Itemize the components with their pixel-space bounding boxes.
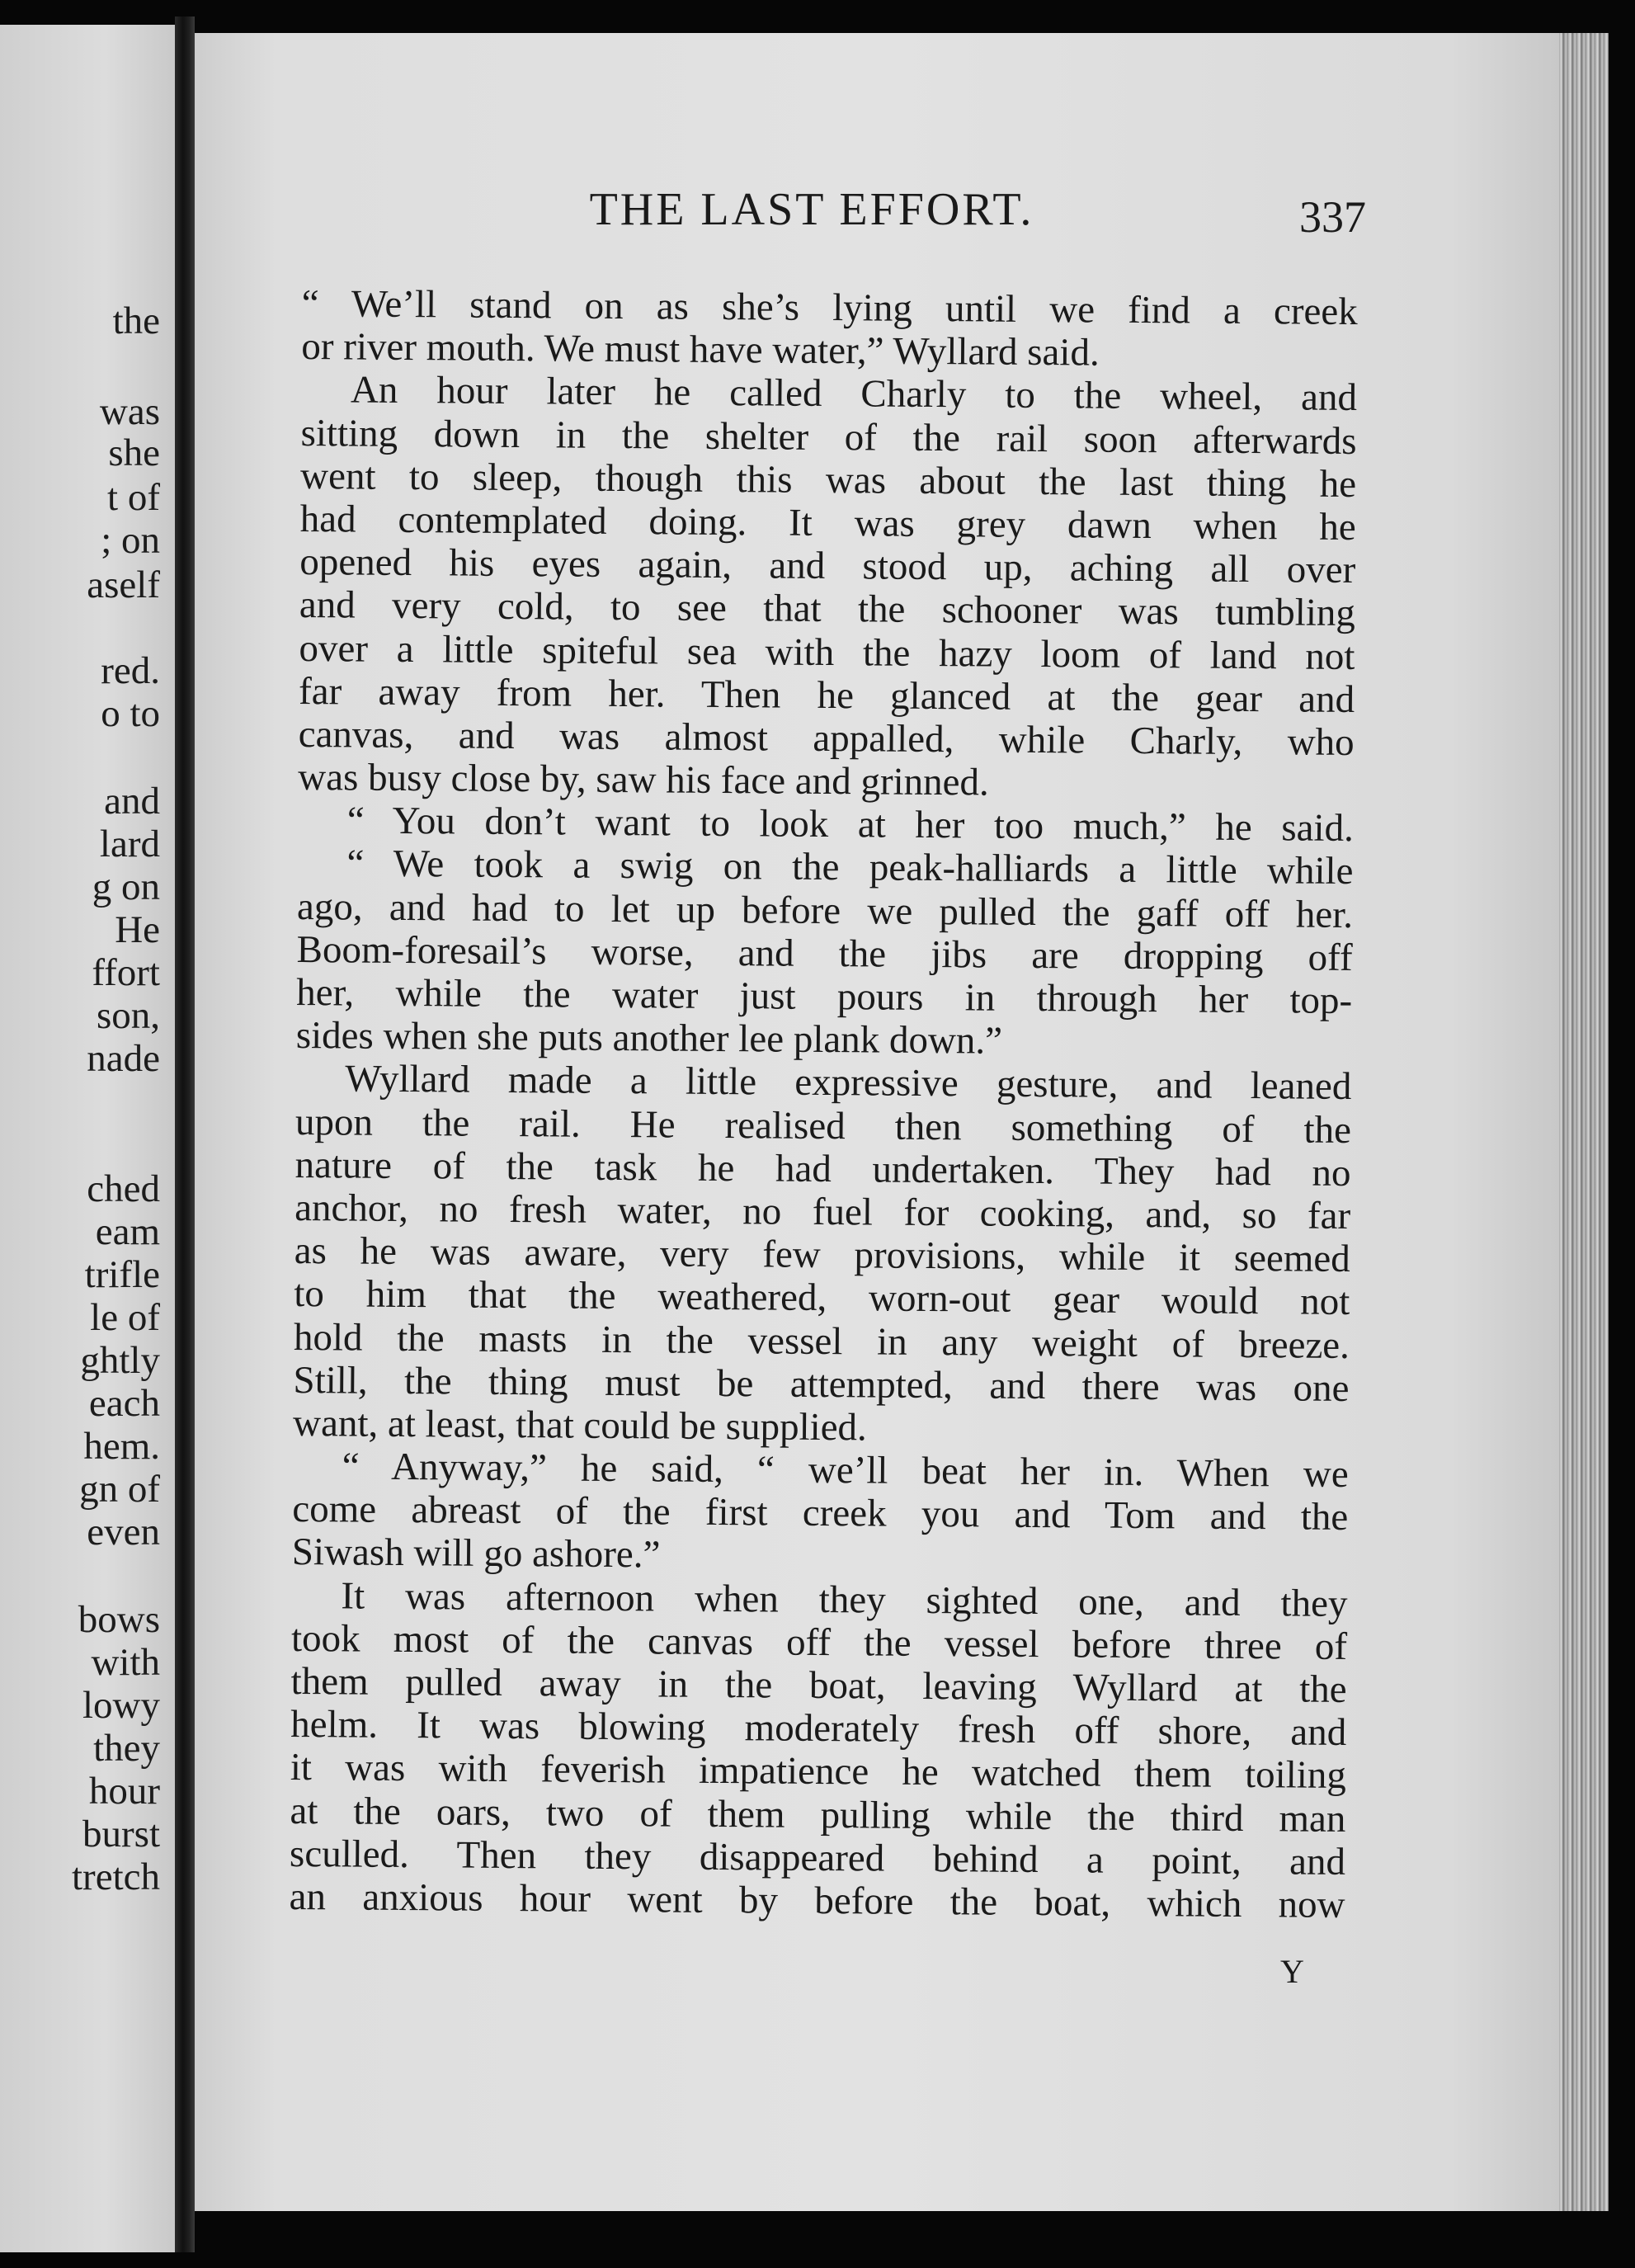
text-line: “ You don’t want to look at her too much,” he said. bbox=[346, 799, 1355, 851]
text-line: It was afternoon when they sighted one, and they bbox=[341, 1574, 1348, 1625]
text-line: Still, the thing must be attempted, and there was one bbox=[293, 1358, 1350, 1410]
facing-page-fragment: hem. bbox=[83, 1425, 160, 1468]
text-line: come abreast of the first creek you and Tom and the bbox=[292, 1488, 1349, 1540]
book-gutter bbox=[175, 17, 195, 2252]
text-line: to him that the weathered, worn-out gear would not bbox=[294, 1272, 1350, 1324]
facing-page-fragment: nade bbox=[87, 1037, 160, 1080]
facing-page-fragment: with bbox=[91, 1641, 160, 1684]
facing-page bbox=[0, 25, 175, 2252]
facing-page-fragment: trifle bbox=[84, 1253, 160, 1296]
facing-page-fragment: ched bbox=[87, 1167, 160, 1210]
facing-page-fragment: tretch bbox=[72, 1855, 160, 1898]
facing-page-fragment: o to bbox=[101, 692, 160, 735]
text-line: hold the masts in the vessel in any weight of breeze. bbox=[293, 1315, 1350, 1367]
facing-page-fragment: they bbox=[93, 1727, 160, 1770]
text-line: had contemplated doing. It was grey dawn when he bbox=[299, 497, 1356, 549]
text-line: An hour later he called Charly to the wheel, and bbox=[350, 368, 1358, 420]
text-line: opened his eyes again, and stood up, aching all over bbox=[299, 540, 1356, 592]
facing-page-fragment: the bbox=[112, 299, 160, 342]
facing-page-fragment: was bbox=[99, 390, 160, 433]
text-line: went to sleep, though this was about the last thing he bbox=[299, 454, 1357, 506]
facing-page-fragment: bows bbox=[78, 1598, 160, 1641]
text-line: over a little spiteful sea with the hazy loom of land not bbox=[299, 626, 1355, 678]
facing-page-fragment: even bbox=[87, 1511, 160, 1554]
text-line: Wyllard made a little expressive gesture, and leaned bbox=[345, 1057, 1352, 1109]
text-line: was busy close by, saw his face and grinned. bbox=[298, 756, 989, 804]
text-line: ago, and had to let up before we pulled the gaff off her. bbox=[296, 884, 1354, 936]
text-line: “ We took a swig on the peak-halliards a little while bbox=[346, 842, 1354, 894]
facing-page-fragment: red. bbox=[101, 649, 160, 692]
body-text bbox=[289, 282, 1358, 1926]
facing-page-fragment: hour bbox=[88, 1770, 160, 1813]
text-line: helm. It was blowing moderately fresh off shore, and bbox=[290, 1703, 1347, 1755]
text-line: want, at least, that could be supplied. bbox=[292, 1401, 868, 1450]
facing-page-fragment: eam bbox=[95, 1210, 160, 1253]
facing-page-fragment: lowy bbox=[82, 1684, 160, 1727]
text-line: took most of the canvas off the vessel before three of bbox=[290, 1616, 1348, 1668]
text-line: Siwash will go ashore.” bbox=[291, 1530, 661, 1577]
signature-mark: Y bbox=[1280, 1953, 1304, 1990]
facing-page-fragment: burst bbox=[82, 1813, 160, 1855]
text-line: upon the rail. He realised then something of the bbox=[294, 1100, 1352, 1152]
facing-page-fragment: g on bbox=[92, 865, 160, 908]
text-line: “ Anyway,” he said, “ we’ll beat her in. When we bbox=[342, 1445, 1349, 1497]
facing-page-fragment: lard bbox=[99, 823, 160, 865]
facing-page-fragment: le of bbox=[90, 1296, 160, 1339]
facing-page-fragment: she bbox=[108, 431, 160, 474]
facing-page-fragment: ffort bbox=[92, 951, 160, 994]
facing-page-fragment: ghtly bbox=[80, 1339, 160, 1382]
text-line: it was with feverish impatience he watched them toiling bbox=[290, 1746, 1347, 1798]
page-number: 337 bbox=[1299, 192, 1366, 242]
text-line: canvas, and was almost appalled, while Charly, who bbox=[298, 712, 1355, 764]
text-line: nature of the task he had undertaken. They had no bbox=[294, 1143, 1351, 1195]
text-line: anchor, no fresh water, no fuel for cooking, and, so far bbox=[294, 1186, 1351, 1238]
page-edges bbox=[1559, 33, 1609, 2211]
running-head: THE LAST EFFORT. bbox=[589, 184, 1034, 235]
text-line: sides when she puts another lee plank down.” bbox=[295, 1014, 1003, 1063]
text-line: as he was aware, very few provisions, while it seemed bbox=[294, 1229, 1350, 1281]
text-line: her, while the water just pours in through her top- bbox=[296, 970, 1353, 1023]
facing-page-fragment: He bbox=[115, 908, 160, 951]
text-line: Boom-foresail’s worse, and the jibs are dropping off bbox=[296, 927, 1353, 979]
text-line: sculled. Then they disappeared behind a point, and bbox=[289, 1832, 1346, 1884]
text-line: them pulled away in the boat, leaving Wyllard at the bbox=[290, 1659, 1347, 1711]
text-line: “ We’ll stand on as she’s lying until we find a creek bbox=[301, 282, 1358, 334]
text-line: far away from her. Then he glanced at the gear and bbox=[298, 669, 1355, 721]
text-line: at the oars, two of them pulling while the third man bbox=[290, 1789, 1346, 1841]
facing-page-fragment: son, bbox=[96, 994, 160, 1037]
facing-page-fragment: and bbox=[104, 780, 160, 823]
text-line: or river mouth. We must have water,” Wyllard said. bbox=[301, 325, 1100, 375]
facing-page-fragment: ; on bbox=[101, 519, 160, 562]
facing-page-fragment: gn of bbox=[79, 1468, 160, 1511]
facing-page-fragment: t of bbox=[107, 476, 160, 519]
text-line: sitting down in the shelter of the rail soon afterwards bbox=[300, 411, 1357, 463]
facing-page-fragment: each bbox=[88, 1382, 160, 1425]
facing-page-fragment: aself bbox=[87, 563, 160, 606]
text-line: an anxious hour went by before the boat, which now bbox=[289, 1874, 1345, 1926]
text-line: and very cold, to see that the schooner was tumbling bbox=[299, 583, 1356, 635]
